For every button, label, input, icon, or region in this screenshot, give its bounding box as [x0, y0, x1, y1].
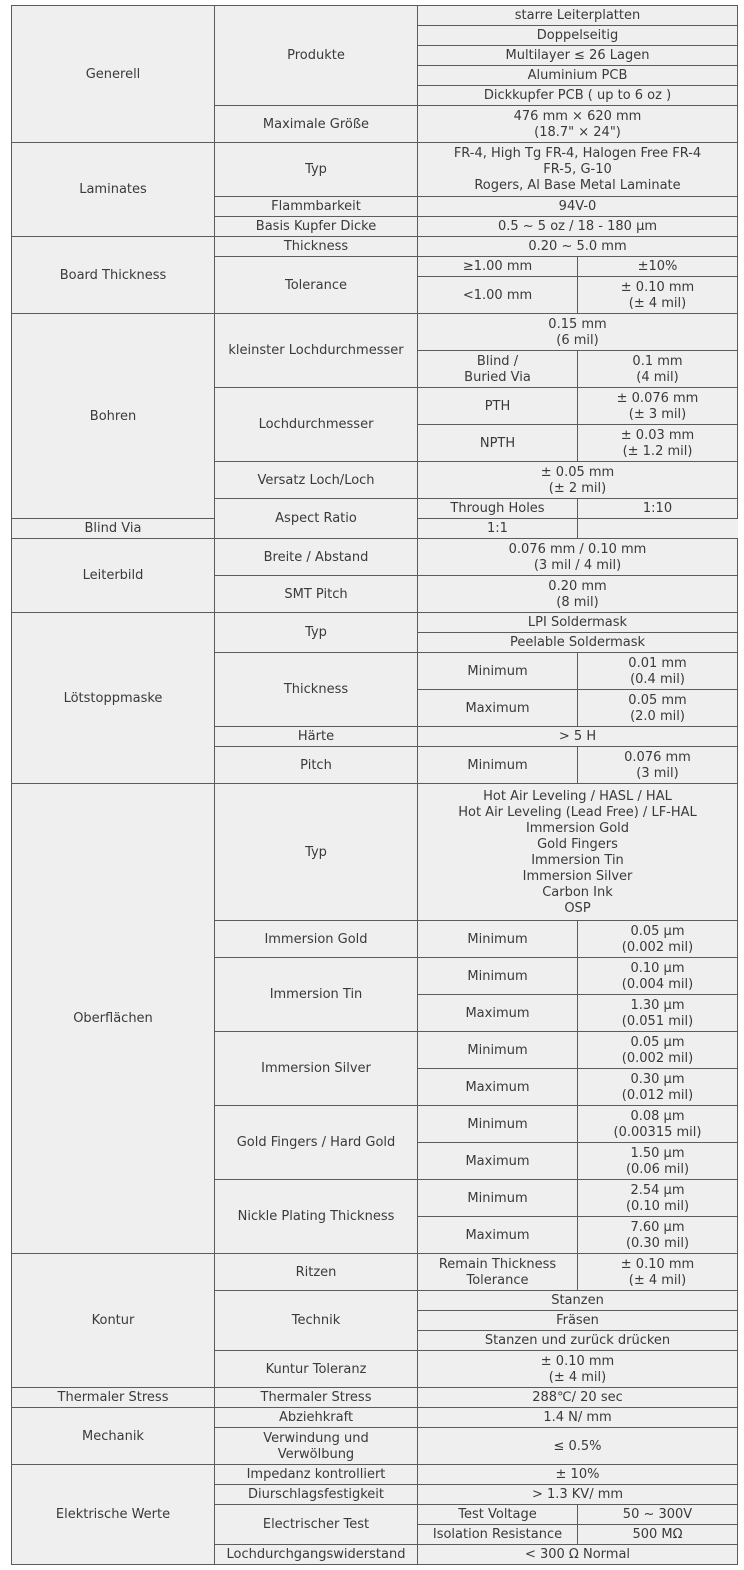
- table-cell: Blind Via: [12, 519, 215, 539]
- table-cell: <1.00 mm: [418, 277, 578, 314]
- table-cell: Aspect Ratio: [215, 499, 418, 539]
- table-cell: Oberflächen: [12, 784, 215, 1254]
- table-cell: Minimum: [418, 747, 578, 784]
- table-cell: 0.076 mm / 0.10 mm (3 mil / 4 mil): [418, 539, 738, 576]
- table-cell: Through Holes: [418, 499, 578, 519]
- table-cell: 476 mm × 620 mm (18.7" × 24"): [418, 106, 738, 143]
- table-cell: ±10%: [578, 257, 738, 277]
- table-cell: Maximum: [418, 995, 578, 1032]
- table-cell: 0.20 mm (8 mil): [418, 576, 738, 613]
- table-cell: ± 0.03 mm (± 1.2 mil): [578, 425, 738, 462]
- table-cell: ± 0.10 mm (± 4 mil): [578, 277, 738, 314]
- table-cell: Stanzen: [418, 1291, 738, 1311]
- table-cell: Doppelseitig: [418, 26, 738, 46]
- table-cell: Abziehkraft: [215, 1408, 418, 1428]
- table-cell: > 5 H: [418, 727, 738, 747]
- table-cell: Typ: [215, 143, 418, 197]
- table-cell: 500 MΩ: [578, 1525, 738, 1545]
- table-row: [12, 613, 738, 633]
- table-row: [12, 1465, 738, 1485]
- table-cell: Pitch: [215, 747, 418, 784]
- table-cell: ± 10%: [418, 1465, 738, 1485]
- table-cell: 1.4 N/ mm: [418, 1408, 738, 1428]
- table-cell: Multilayer ≤ 26 Lagen: [418, 46, 738, 66]
- table-cell: 50 ~ 300V: [578, 1505, 738, 1525]
- table-cell: ≤ 0.5%: [418, 1428, 738, 1465]
- table-cell: Minimum: [418, 1180, 578, 1217]
- table-cell: 2.54 μm (0.10 mil): [578, 1180, 738, 1217]
- table-body: [12, 6, 738, 1565]
- table-cell: Minimum: [418, 653, 578, 690]
- table-cell: Minimum: [418, 1106, 578, 1143]
- table-cell: Flammbarkeit: [215, 197, 418, 217]
- table-cell: starre Leiterplatten: [418, 6, 738, 26]
- table-cell: Dickkupfer PCB ( up to 6 oz ): [418, 86, 738, 106]
- table-cell: PTH: [418, 388, 578, 425]
- table-cell: Stanzen und zurück drücken: [418, 1331, 738, 1351]
- table-cell: Laminates: [12, 143, 215, 237]
- table-cell: Minimum: [418, 958, 578, 995]
- table-cell: Electrischer Test: [215, 1505, 418, 1545]
- table-cell: Thermaler Stress: [215, 1388, 418, 1408]
- table-cell: 0.30 μm (0.012 mil): [578, 1069, 738, 1106]
- table-cell: Generell: [12, 6, 215, 143]
- table-cell: Produkte: [215, 6, 418, 106]
- table-cell: Impedanz kontrolliert: [215, 1465, 418, 1485]
- table-cell: Isolation Resistance: [418, 1525, 578, 1545]
- table-cell: Ritzen: [215, 1254, 418, 1291]
- table-cell: 1.30 μm (0.051 mil): [578, 995, 738, 1032]
- table-row: [12, 1254, 738, 1291]
- table-cell: ± 0.10 mm (± 4 mil): [418, 1351, 738, 1388]
- table-row: [12, 784, 738, 921]
- table-cell: 0.20 ~ 5.0 mm: [418, 237, 738, 257]
- table-cell: Board Thickness: [12, 237, 215, 314]
- table-cell: Blind / Buried Via: [418, 351, 578, 388]
- table-cell: Diurschlagsfestigkeit: [215, 1485, 418, 1505]
- table-cell: Aluminium PCB: [418, 66, 738, 86]
- table-cell: Typ: [215, 613, 418, 653]
- table-cell: ± 0.10 mm (± 4 mil): [578, 1254, 738, 1291]
- table-cell: 94V-0: [418, 197, 738, 217]
- table-cell: Thickness: [215, 653, 418, 727]
- table-cell: ± 0.05 mm (± 2 mil): [418, 462, 738, 499]
- table-cell: Leiterbild: [12, 539, 215, 613]
- table-cell: Maximum: [418, 1217, 578, 1254]
- table-cell: LPI Soldermask: [418, 613, 738, 633]
- table-cell: Thermaler Stress: [12, 1388, 215, 1408]
- table-cell: Versatz Loch/Loch: [215, 462, 418, 499]
- table-cell: Verwindung und Verwölbung: [215, 1428, 418, 1465]
- table-cell: 0.076 mm (3 mil): [578, 747, 738, 784]
- table-cell: Mechanik: [12, 1408, 215, 1465]
- table-cell: Maximum: [418, 1143, 578, 1180]
- table-cell: Immersion Tin: [215, 958, 418, 1032]
- table-cell: Lötstoppmaske: [12, 613, 215, 784]
- table-cell: Minimum: [418, 921, 578, 958]
- table-cell: Remain Thickness Tolerance: [418, 1254, 578, 1291]
- table-cell: Minimum: [418, 1032, 578, 1069]
- table-cell: Bohren: [12, 314, 215, 519]
- table-cell: Fräsen: [418, 1311, 738, 1331]
- table-row: [12, 6, 738, 26]
- table-cell: Härte: [215, 727, 418, 747]
- table-cell: 0.05 μm (0.002 mil): [578, 921, 738, 958]
- table-cell: ± 0.076 mm (± 3 mil): [578, 388, 738, 425]
- table-cell: FR-4, High Tg FR-4, Halogen Free FR-4 FR-5, G-10 Rogers, Al Base Metal Laminate: [418, 143, 738, 197]
- table-cell: Maximale Größe: [215, 106, 418, 143]
- table-cell: 0.01 mm (0.4 mil): [578, 653, 738, 690]
- table-row: [12, 1408, 738, 1428]
- table-cell: 0.05 μm (0.002 mil): [578, 1032, 738, 1069]
- table-cell: Hot Air Leveling / HASL / HAL Hot Air Leveling (Lead Free) / LF-HAL Immersion Gold Gold Fingers Immersion Tin Immersion Silver Carbon Ink OSP: [418, 784, 738, 921]
- table-cell: Test Voltage: [418, 1505, 578, 1525]
- table-row: [12, 314, 738, 351]
- table-cell: Kuntur Toleranz: [215, 1351, 418, 1388]
- table-row: [12, 1388, 738, 1408]
- table-cell: 0.05 mm (2.0 mil): [578, 690, 738, 727]
- table-cell: ≥1.00 mm: [418, 257, 578, 277]
- table-cell: NPTH: [418, 425, 578, 462]
- table-row: [12, 143, 738, 197]
- table-cell: Peelable Soldermask: [418, 633, 738, 653]
- table-cell: 0.1 mm (4 mil): [578, 351, 738, 388]
- table-cell: Kontur: [12, 1254, 215, 1388]
- table-cell: 0.10 μm (0.004 mil): [578, 958, 738, 995]
- table-cell: Maximum: [418, 690, 578, 727]
- pcb-capability-table: [11, 5, 738, 1565]
- table-cell: SMT Pitch: [215, 576, 418, 613]
- table-cell: Tolerance: [215, 257, 418, 314]
- table-cell: Basis Kupfer Dicke: [215, 217, 418, 237]
- table-cell: > 1.3 KV/ mm: [418, 1485, 738, 1505]
- table-cell: Maximum: [418, 1069, 578, 1106]
- table-cell: < 300 Ω Normal: [418, 1545, 738, 1565]
- table-row: [12, 539, 738, 576]
- table-cell: Elektrische Werte: [12, 1465, 215, 1565]
- table-cell: 288℃/ 20 sec: [418, 1388, 738, 1408]
- table-cell: Lochdurchmesser: [215, 388, 418, 462]
- table-cell: 7.60 μm (0.30 mil): [578, 1217, 738, 1254]
- table-cell: Thickness: [215, 237, 418, 257]
- table-cell: Immersion Gold: [215, 921, 418, 958]
- table-cell: Breite / Abstand: [215, 539, 418, 576]
- table-cell: Gold Fingers / Hard Gold: [215, 1106, 418, 1180]
- table-cell: 1:10: [578, 499, 738, 519]
- table-cell: Technik: [215, 1291, 418, 1351]
- table-row: [12, 237, 738, 257]
- table-cell: 1:1: [418, 519, 578, 539]
- table-cell: 0.15 mm (6 mil): [418, 314, 738, 351]
- table-cell: 0.08 μm (0.00315 mil): [578, 1106, 738, 1143]
- table-cell: 0.5 ~ 5 oz / 18 - 180 μm: [418, 217, 738, 237]
- table-cell: 1.50 μm (0.06 mil): [578, 1143, 738, 1180]
- table-cell: Immersion Silver: [215, 1032, 418, 1106]
- table-cell: Typ: [215, 784, 418, 921]
- table-cell: Nickle Plating Thickness: [215, 1180, 418, 1254]
- table-cell: Lochdurchgangswiderstand: [215, 1545, 418, 1565]
- table-cell: kleinster Lochdurchmesser: [215, 314, 418, 388]
